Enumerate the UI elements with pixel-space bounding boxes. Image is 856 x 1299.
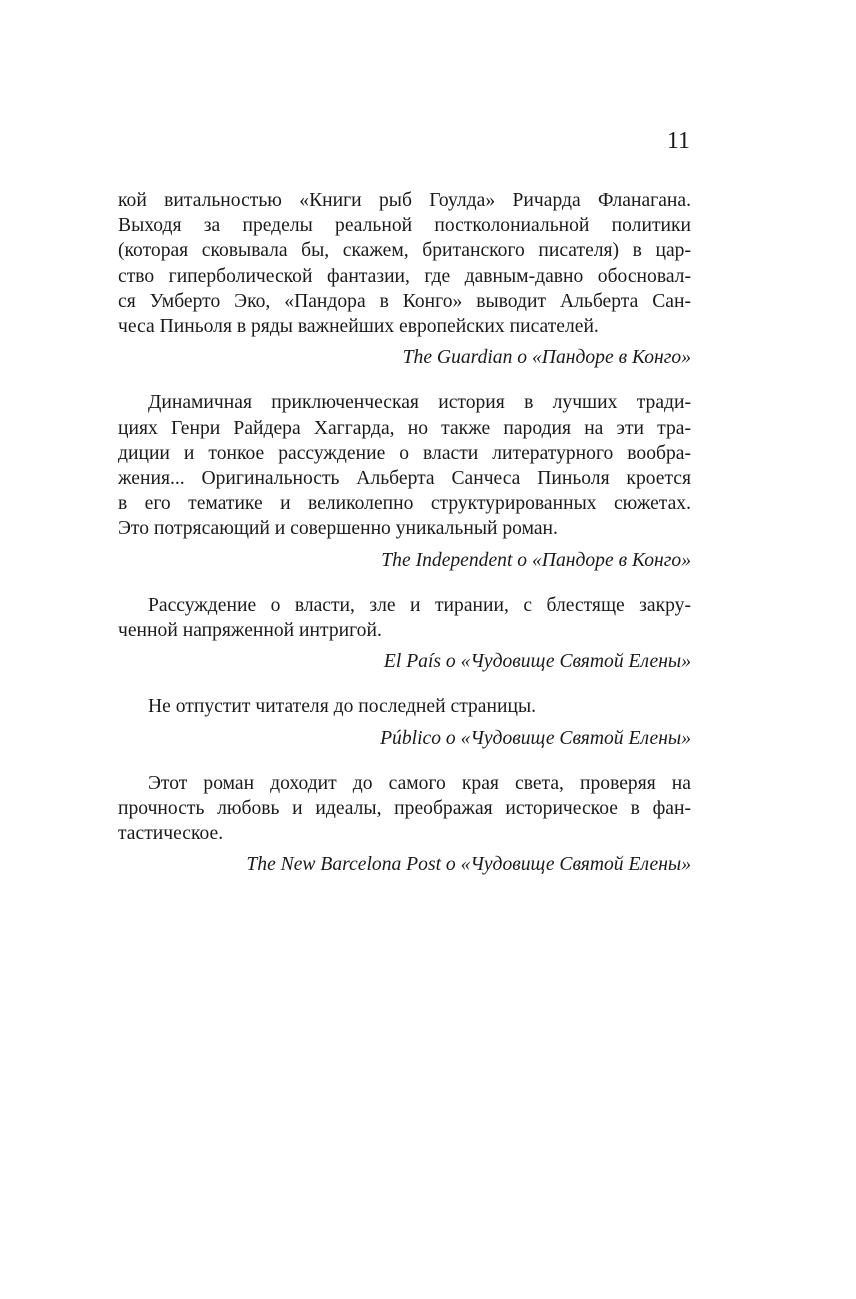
review-4	[118, 694, 691, 750]
review-5	[118, 771, 691, 878]
review-attribution: The New Barcelona Post о «Чудовище Святой Елены»	[246, 854, 691, 876]
text-line: ченной напряженной интригой.	[118, 620, 382, 642]
reviews-text	[118, 188, 691, 898]
text-line: (которая сковывала бы, скажем, британского писателя) в цар-	[118, 240, 691, 262]
text-line: ство гиперболической фантазии, где давным-давно обосновал-	[118, 265, 691, 287]
text-line: Динамичная приключенческая история в лучших тради-	[148, 392, 691, 414]
review-3	[118, 593, 691, 675]
text-line: ся Умберто Эко, «Пандора в Конго» выводит Альберта Сан-	[118, 290, 691, 312]
text-line: Выходя за пределы реальной постколониальной политики	[118, 215, 691, 237]
review-1	[118, 188, 691, 370]
text-line: тастическое.	[118, 823, 224, 845]
text-line: Не отпустит читателя до последней страницы.	[148, 696, 537, 718]
text-line: кой витальностью «Книги рыб Гоулда» Ричарда Фланагана.	[118, 190, 691, 211]
text-line: жения... Оригинальность Альберта Санчеса Пиньоля кроется	[118, 468, 691, 490]
review-attribution: El País о «Чудовище Святой Елены»	[383, 651, 691, 673]
text-line: циях Генри Райдера Хаггарда, но также пародия на эти тра-	[118, 417, 691, 439]
text-line: Это потрясающий и совершенно уникальный роман.	[118, 518, 558, 540]
text-line: чеса Пиньоля в ряды важнейших европейских писателей.	[118, 316, 599, 338]
text-line: в его тематике и великолепно структурированных сюжетах.	[118, 493, 691, 515]
review-attribution: The Guardian о «Пандоре в Конго»	[402, 347, 691, 369]
review-attribution: Público о «Чудовище Святой Елены»	[380, 727, 691, 749]
text-line: прочность любовь и идеалы, преображая историческое в фан-	[118, 798, 691, 820]
review-attribution: The Independent о «Пандоре в Конго»	[381, 549, 691, 571]
page-number: 11	[666, 128, 690, 154]
review-2	[118, 390, 691, 572]
text-line: Этот роман доходит до самого края света, проверяя на	[148, 772, 691, 794]
text-line: Рассуждение о власти, зле и тирании, с блестяще закру-	[148, 594, 691, 616]
text-line: диции и тонкое рассуждение о власти литературного вообра-	[118, 442, 691, 464]
